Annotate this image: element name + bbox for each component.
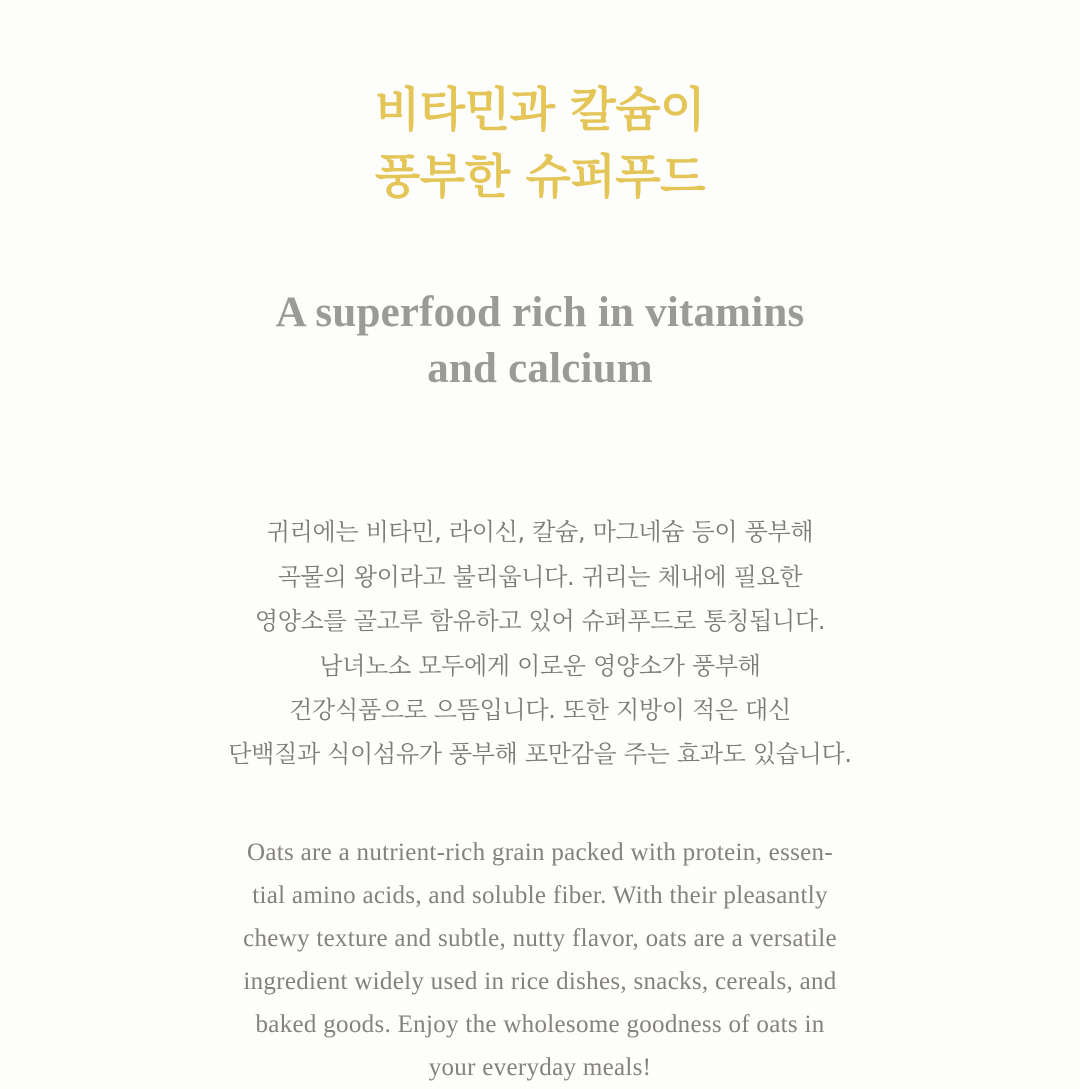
english-body-line-3: chewy texture and subtle, nutty flavor, oats are a versatile	[243, 924, 837, 952]
headline	[375, 78, 705, 211]
headline-line-1: 비타민과 칼슘이	[374, 83, 706, 138]
english-body-text	[195, 831, 885, 1089]
subheadline-line-2: and calcium	[427, 344, 653, 392]
english-body-line-2: tial amino acids, and soluble fiber. With their pleasantly	[252, 881, 828, 909]
korean-body-line-4: 남녀노소 모두에게 이로운 영양소가 풍부해	[319, 651, 761, 680]
english-body-line-6: your everyday meals!	[428, 1053, 652, 1081]
korean-body-line-1: 귀리에는 비타민, 라이신, 칼슘, 마그네슘 등이 풍부해	[266, 518, 814, 547]
korean-body-line-5: 건강식품으로 으뜸입니다. 또한 지방이 적은 대신	[289, 695, 791, 724]
headline-line-2: 풍부한 슈퍼푸드	[374, 149, 706, 205]
korean-body-text	[228, 510, 851, 776]
english-body-line-4: ingredient widely used in rice dishes, snacks, cereals, and	[243, 967, 837, 995]
english-body-line-1: Oats are a nutrient-rich grain packed with protein, essen-	[247, 838, 833, 866]
korean-body-line-6: 단백질과 식이섬유가 풍부해 포만감을 주는 효과도 있습니다.	[228, 740, 852, 769]
subheadline	[276, 285, 805, 397]
english-body-line-5: baked goods. Enjoy the wholesome goodness of oats in	[255, 1010, 825, 1038]
korean-body-line-3: 영양소를 골고루 함유하고 있어 슈퍼푸드로 통칭됩니다.	[254, 607, 826, 636]
korean-body-line-2: 곡물의 왕이라고 불리웁니다. 귀리는 체내에 필요한	[277, 562, 803, 591]
subheadline-line-1: A superfood rich in vitamins	[275, 288, 805, 336]
